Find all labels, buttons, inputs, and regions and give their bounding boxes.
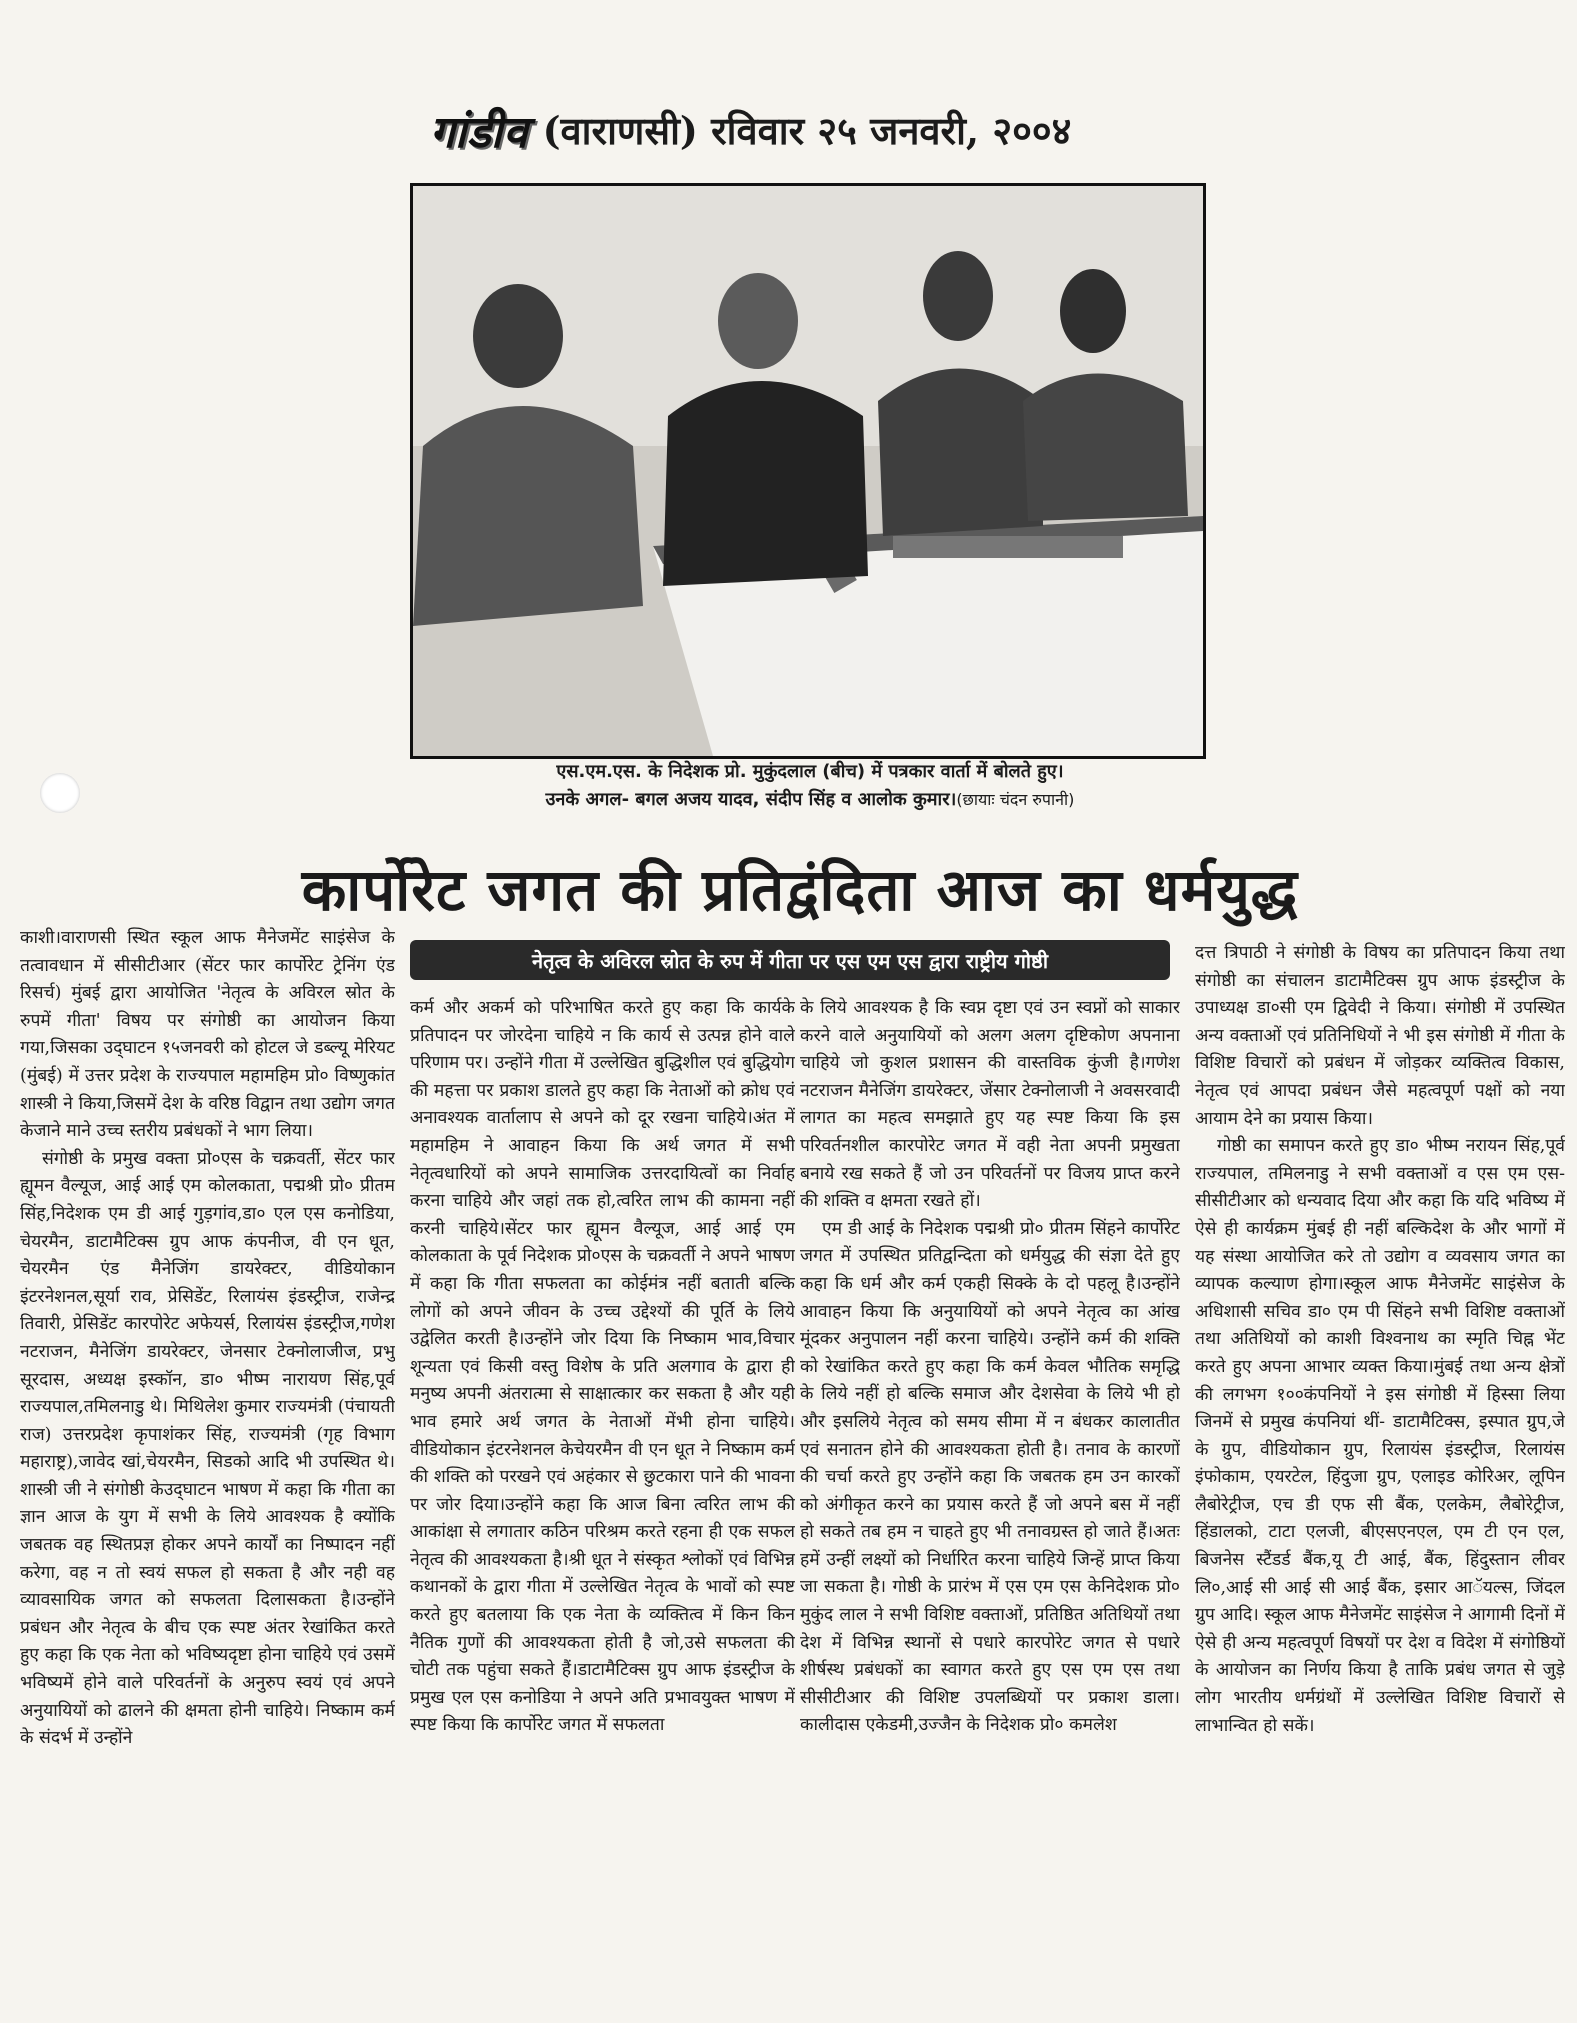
newspaper-logo: गांडीव (430, 107, 529, 158)
paragraph: कर्म और अकर्म को परिभाषित करते हुए कहा कि कार्यके प्रतिपादन पर जोरदेना चाहिये न कि कार्य से उत्पन्न होने वाले परिणाम पर। उन्होंने गीता में उल्लेखित बुद्धिशील एवं बुद्धियोग की महत्ता पर प्रकाश डालते हुए कहा कि नेताओं को क्रोध एवं अनावश्यक वार्तालाप से अपने को दूर रखना चाहिये।अंत में महामहिम ने आवाहन किया कि अर्थ जगत में सभी नेतृत्वधारियों को अपने सामाजिक उत्तरदायित्वों का निर्वाह करना चाहिये और जहां तक हो,त्वरित लाभ की कामना नहीं करनी चाहिये।सेंटर फार ह्यूमन वैल्यूज, आई आई एम कोलकाता के पूर्व निदेशक प्रो०एस के चक्रवर्ती ने अपने भाषण में कहा कि गीता सफलता का कोईमंत्र नहीं बताती बल्कि लोगों को अपने जीवन के उच्च उद्देश्यों की पूर्ति के लिये उद्वेलित करती है।उन्होंने जोर दिया कि निष्काम भाव,विचार शून्यता एवं किसी वस्तु विशेष के प्रति अलगाव के द्वारा ही मनुष्य अपनी अंतरात्मा से साक्षात्कार कर सकता है और यही भाव हमारे अर्थ जगत के नेताओं मेंभी होना चाहिये। वीडियोकान इंटरनेशनल केचेयरमैन वी एन धूत ने निष्काम कर्म की शक्ति को परखने एवं अहंकार से छुटकारा पाने की भावना पर जोर दिया।उन्होंने कहा कि आज बिना त्वरित लाभ की आकांक्षा से लगातार कठिन परिश्रम करते रहना ही एक सफल नेतृत्व की आवश्यकता है।श्री धूत ने संस्कृत श्लोकों एवं विभिन्न कथानकों के द्वारा गीता में उल्लेखित नेतृत्व के भावों को स्पष्ट करते हुए बतलाया कि एक नेता के व्यक्तित्व में किन किन नैतिक गुणों की आवश्यकता होती है जो,उसे सफलता की चोटी तक पहुंचा सकते हैं।डाटामैटिक्स ग्रुप आफ इंडस्ट्रीज के प्रमुख एल एस कनोडिया ने अपने अति प्रभावयुक्त भाषण में स्पष्ट किया कि कार्पोरेट जगत में सफलता (410, 998, 795, 1736)
photo-caption (410, 758, 1210, 814)
press-photo (410, 183, 1206, 759)
punch-hole (40, 773, 80, 813)
headline: कार्पोरेट जगत की प्रतिद्वंदिता आज का धर्मयुद्ध (301, 856, 1299, 924)
dateline: (वाराणसी) रविवार २५ जनवरी, २००४ (542, 108, 1072, 153)
caption-line-1: एस.एम.एस. के निदेशक प्रो. मुकुंदलाल (बीच) में पत्रकार वार्ता में बोलते हुए। (556, 761, 1064, 782)
paragraph: संगोष्ठी के प्रमुख वक्ता प्रो०एस के चक्रवर्ती, सेंटर फार ह्यूमन वैल्यूज, आई आई एम कोलकाता, पद्मश्री प्रो० प्रीतम सिंह,निदेशक एम डी आई गुड़गांव,डा० एल एस कनोडिया, चेयरमैन, डाटामैटिक्स ग्रुप आफ कंपनीज, वी एन धूत, चेयरमैन एंड मैनेजिंग डायरेक्टर, वीडियोकान इंटरनेशनल,सूर्या राव, प्रेसिडेंट, रिलायंस इंडस्ट्रीज, राजेन्द्र तिवारी, प्रेसिडेंट कारपोरेट अफेयर्स, रिलायंस इंडस्ट्रीज,गणेश नटराजन, मैनेजिंग डायरेक्टर, जेनसार टेक्नोलाजीज, प्रभु सूरदास, अध्यक्ष इस्कॉन, डा० भीष्म नारायण सिंह,पूर्व राज्यपाल,तमिलनाडु थे। मिथिलेश कुमार राज्यमंत्री (पंचायती राज) उत्तरप्रदेश कृपाशंकर सिंह, राज्यमंत्री (गृह विभाग महाराष्ट्र),जावेद खां,चेयरमैन, सिडको आदि भी उपस्थित थे।शास्त्री जी ने संगोष्ठी केउद्‌घाटन भाषण में कहा कि गीता का ज्ञान आज के युग में सभी के लिये आवश्यक है क्योंकि जबतक वह स्थितप्रज्ञ होकर अपने कार्यों का निष्पादन नहीं करेगा, वह न तो स्वयं सफल हो सकता है और नही वह व्यावसायिक जगत को सफलता दिलासकता है।उन्होंने प्रबंधन और नेतृत्व के बीच एक स्पष्ट अंतर रेखांकित करते हुए कहा कि एक नेता को भविष्यदृष्टा होना चाहिये एवं उसमें भविष्यमें होने वाले परिवर्तनों के अनुरुप स्वयं एवं अपने अनुयायियों को ढालने की क्षमता होनी चाहिये। निष्काम कर्म के संदर्भ में उन्होंने (20, 1148, 395, 1749)
caption-line-2-text: उनके अगल- बगल अजय यादव, संदीप सिंह व आलोक कुमार। (545, 789, 957, 810)
paragraph: गोष्ठी का समापन करते हुए डा० भीष्म नरायन सिंह,पूर्व राज्यपाल, तमिलनाडु ने सभी वक्ताओं व एस एम एस-सीसीटीआर को धन्यवाद दिया और कहा कि यदि भविष्य में ऐसे ही कार्यक्रम मुंबई ही नहीं बल्किदेश के और भागों में यह संस्था आयोजित करे तो उद्योग व व्यवसाय जगत का व्यापक कल्याण होगा।स्कूल आफ मैनेजमेंट साइंसेज के अधिशासी सचिव डा० एम पी सिंहने सभी विशिष्ट वक्ताओं तथा अतिथियों को काशी विश्वनाथ का स्मृति चिह्न भेंट करते हुए अपना आभार व्यक्त किया।मुंबई तथा अन्य क्षेत्रों की लगभग १००कंपनियों ने इस संगोष्ठी में हिस्सा लिया जिनमें से प्रमुख कंपनियां थीं- डाटामैटिक्स, इस्पात ग्रुप,जे के ग्रुप, वीडियोकान ग्रुप, रिलायंस इंडस्ट्रीज, रिलायंस इंफोकाम, एयरटेल, हिंदुजा ग्रुप, एलाइड कोरिअर, लूपिन लैबोरेट्रीज, एच डी एफ सी बैंक, एलकेम, लैबोरेट्रीज, हिंडालको, टाटा एलजी, बीएसएनएल, एम टी एन एल, बिजनेस स्टैंडर्ड बैंक,यू टी आई, बैंक, हिंदुस्तान लीवर लि०,आई सी आई सी आई बैंक, इसार आॅयल्स, जिंदल ग्रुप आदि। स्कूल आफ मैनेजमेंट साइंसेज ने आगामी दिनों में ऐसे ही अन्य महत्वपूर्ण विषयों पर देश व विदेश में संगोष्ठियों के आयोजन का निर्णय किया है ताकि प्रबंध जगत से जुड़े लोग भारतीय धर्मग्रंथों में उल्लेखित विशिष्ट विचारों से लाभान्वित हो सकें। (1195, 1136, 1565, 1736)
paragraph: एम डी आई के निदेशक पद्मश्री प्रो० प्रीतम सिंहने कार्पोरेट जगत में उपस्थित प्रतिद्वन्दिता को धर्मयुद्ध की संज्ञा देते हुए कहा कि धर्म और कर्म एकही सिक्के के दो पहलू है।उन्होंने आवाहन किया कि अनुयायियों को अपने नेतृत्व का आंख मूंदकर अनुपालन नहीं करना चाहिये। उन्होंने कर्म की शक्ति को रेखांकित करते हुए कहा कि कर्म केवल भौतिक समृद्धि के लिये नहीं हो बल्कि समाज और देशसेवा के लिये भी हो और इसलिये नेतृत्व को समय सीमा में न बंधकर कालातीत एवं सनातन होने की आवश्यकता होती है। तनाव के कारणों की चर्चा करते हुए उन्होंने कहा कि जबतक हम उन कारकों को अंगीकृत करने का प्रयास करते हैं जो अपने बस में नहीं हो सकते तब हम न चाहते हुए भी तनावग्रस्त हो जाते हैं।अतः हमें उन्हीं लक्ष्यों को निर्धारित करना चाहिये जिन्हें प्राप्त किया जा सकता है। गोष्ठी के प्रारंभ में एस एम एस केनिदेशक प्रो० मुकुंद लाल ने सभी विशिष्ट वक्ताओं, प्रतिष्ठित अतिथियों तथा देश में विभिन्न स्थानों से पधारे कारपोरेट जगत से पधारे शीर्षस्थ प्रबंधकों का स्वागत करते हुए एस एम एस तथा सीसीटीआर की विशिष्ट उपलब्धियों पर प्रकाश डाला। कालीदास एकेडमी,उज्जैन के निदेशक प्रो० कमलेश (800, 1218, 1180, 1736)
photo-credit: (छायाः चंदन रुपानी) (956, 790, 1075, 809)
article-column-1 (20, 925, 395, 2010)
paragraph: के लिये आवश्यक है कि स्वप्न दृष्टा एवं उन स्वप्नों को साकार करने वाले अनुयायियों को अलग अलग दृष्टिकोण अपनाना चाहिये जो कुशल प्रशासन की वास्तविक कुंजी है।गणेश नटराजन मैनेजिंग डायरेक्टर, जेंसार टेक्नोलाजी ने अवसरवादी लागत का महत्व समझाते हुए यह स्पष्ट किया कि इस परिवर्तनशील कारपोरेट जगत में वही नेता अपनी प्रमुखता बनाये रख सकते हैं जो उन परिवर्तनों पर विजय प्राप्त करने की शक्ति व क्षमता रखते हों। (800, 998, 1180, 1212)
article-column-3 (800, 995, 1180, 2010)
article-column-4 (1195, 940, 1565, 2010)
masthead (430, 100, 1150, 160)
article-column-2 (410, 995, 795, 2010)
subheadline: नेतृत्व के अविरल स्रोत के रुप में गीता पर एस एम एस द्वारा राष्ट्रीय गोष्ठी (410, 940, 1170, 980)
paragraph: काशी।वाराणसी स्थित स्कूल आफ मैनेजमेंट साइंसेज के तत्वावधान में सीसीटीआर (सेंटर फार कार्पोरेट ट्रेनिंग एंड रिसर्च) मुंबई द्वारा आयोजित 'नेतृत्व के अविरल स्रोत के रुपमें गीता' विषय पर संगोष्ठी का आयोजन किया गया,जिसका उद्‌घाटन १५जनवरी को होटल जे डब्ल्यू मेरियट (मुंबई) में उत्तर प्रदेश के राज्यपाल महामहिम प्रो० विष्णुकांत शास्त्री ने किया,जिसमें देश के वरिष्ठ विद्वान तथा उद्योग जगत केजाने माने उच्च स्तरीय प्रबंधकों ने भाग लिया। (20, 928, 395, 1142)
paragraph: दत्त त्रिपाठी ने संगोष्ठी के विषय का प्रतिपादन किया तथा संगोष्ठी का संचालन डाटामैटिक्स ग्रुप आफ इंडस्ट्रीज के उपाध्यक्ष डा०सी एम द्विवेदी ने किया। संगोष्ठी में उपस्थित अन्य वक्ताओं एवं प्रतिनिधियों ने भी इस संगोष्ठी में गीता के विशिष्ट विचारों को प्रबंधन में जोड़कर व्यक्तित्व विकास, नेतृत्व एवं आपदा प्रबंधन जैसे महत्वपूर्ण पक्षों को नया आयाम देने का प्रयास किया। (1195, 943, 1565, 1129)
caption-line-2 (410, 786, 1210, 814)
